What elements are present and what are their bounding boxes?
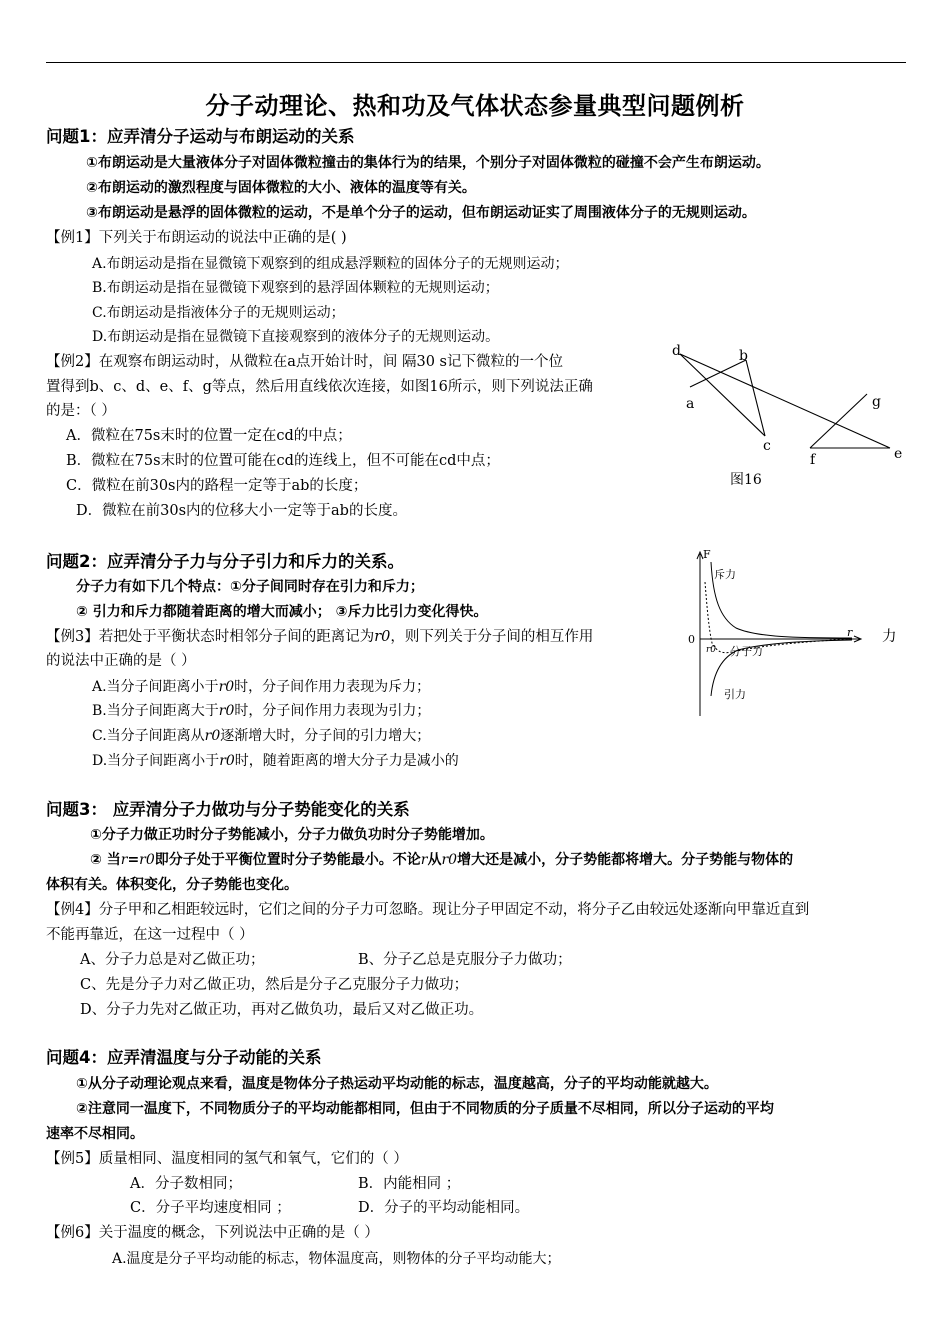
example-3-option-c (92, 726, 430, 746)
example-1-option-d: D.布朗运动是指在显微镜下直接观察到的液体分子的无规则运动。 (92, 329, 500, 345)
symbol-r: r (420, 852, 428, 868)
segment-fg (810, 394, 867, 448)
graph-label-r: r (847, 626, 853, 639)
example-6-stem: 【例6】关于温度的概念，下列说法中正确的是（ ） (46, 1225, 379, 1241)
example-4-option-d: D、分子力先对乙做正功，再对乙做负功，最后又对乙做正功。 (80, 1002, 484, 1018)
graph-label-origin: 0 (688, 633, 695, 646)
example-3-trailing-char: 力 (882, 629, 897, 645)
example-5-stem: 【例5】质量相同、温度相同的氢气和氧气，它们的（ ） (46, 1151, 408, 1167)
example-2-stem-line-2: 置得到b、c、d、e、f、g等点，然后用直线依次连接，如图16所示，则下列说法正确 (46, 379, 593, 395)
example-5-option-c: C．分子平均速度相同 ； (130, 1200, 291, 1216)
segment-de (680, 354, 890, 448)
segment-bc (746, 360, 765, 436)
symbol-r0: r0 (219, 753, 235, 769)
example-1-option-b: B.布朗运动是指在显微镜下观察到的悬浮固体颗粒的无规则运动； (92, 280, 499, 296)
segment-ab (690, 360, 746, 387)
point-label-a: a (686, 396, 695, 412)
graph-label-molecular-force: 分子力 (730, 645, 763, 658)
graph-label-attraction: 引力 (724, 688, 746, 701)
symbol-r0: r0 (218, 703, 235, 719)
example-2-option-d: D．微粒在前30s内的位移大小一定等于ab的长度。 (76, 503, 407, 519)
figure-16-caption: 图16 (730, 472, 762, 488)
q3-point-2-text: ② 当 (90, 852, 121, 868)
q1-heading: 问题1：应弄清分子运动与布朗运动的关系 (46, 127, 355, 146)
symbol-r0: r0 (374, 629, 391, 645)
q1-point-2: ②布朗运动的激烈程度与固体微粒的大小、液体的温度等有关。 (86, 180, 476, 196)
header-rule (46, 62, 906, 63)
q2-point-1: 分子力有如下几个特点：①分子间同时存在引力和斥力； (76, 579, 424, 595)
example-3-stem-text: 【例3】若把处于平衡状态时相邻分子间的距离记为 (46, 629, 375, 645)
point-label-g: g (872, 394, 881, 410)
q1-point-3: ③布朗运动是悬浮的固体微粒的运动，不是单个分子的运动，但布朗运动证实了周围液体分子的无规则运动。 (86, 205, 756, 221)
option-c-text: C.当分子间距离从 (92, 728, 205, 744)
equals-sign: = (127, 852, 140, 868)
example-1-stem: 【例1】下列关于布朗运动的说法中正确的是( ) (46, 230, 347, 246)
point-label-e: e (894, 446, 903, 462)
q1-point-1: ①布朗运动是大量液体分子对固体微粒撞击的集体行为的结果，个别分子对固体微粒的碰撞不会产生布朗运动。 (86, 155, 770, 171)
example-2-stem-line-1: 【例2】在观察布朗运动时，从微粒在a点开始计时，间 隔30 s记下微粒的一个位 (46, 354, 563, 370)
page-title: 分子动理论、热和功及气体状态参量典型问题例析 (205, 92, 745, 120)
q3-point-1: ①分子力做正功时分子势能减小，分子力做负功时分子势能增加。 (90, 827, 494, 843)
q4-point-2-line-2: 速率不尽相同。 (46, 1126, 144, 1142)
option-a-text-2: 时，分子间作用力表现为斥力； (234, 679, 431, 695)
example-4-option-b: B、分子乙总是克服分子力做功； (358, 952, 572, 968)
example-2-stem-line-3: 的是：（ ） (46, 403, 116, 419)
option-d-text: D.当分子间距离小于 (92, 753, 220, 769)
example-5-option-a: A．分子数相同； (130, 1176, 242, 1192)
graph-label-repulsion: 斥力 (714, 568, 736, 581)
symbol-r0: r0 (139, 852, 155, 868)
example-6-option-a: A.温度是分子平均动能的标志，物体温度高，则物体的分子平均动能大； (112, 1251, 561, 1267)
symbol-r: r (120, 852, 128, 868)
example-3-stem-line-2: 的说法中正确的是（ ） (46, 653, 196, 669)
example-2-option-c: C．微粒在前30s内的路程一定等于ab的长度； (66, 478, 368, 494)
option-b-text: B.当分子间距离大于 (92, 703, 219, 719)
example-3-option-a (92, 677, 430, 697)
option-b-text-2: 时，分子间作用力表现为引力； (234, 703, 431, 719)
option-d-text-2: 时，随着距离的增大分子力是减小的 (234, 753, 459, 769)
q3-point-2-text-2: 即分子处于平衡位置时分子势能最小。不论 (154, 852, 421, 868)
example-2-option-a: A．微粒在75s末时的位置一定在cd的中点； (66, 428, 352, 444)
example-4-option-a: A、分子力总是对乙做正功； (80, 952, 265, 968)
figure-16-brownian-path (668, 338, 912, 496)
example-2-option-b: B．微粒在75s末时的位置可能在cd的连线上，但不可能在cd中点； (66, 453, 500, 469)
example-5-option-b: B．内能相同 ； (358, 1176, 461, 1192)
point-label-c: c (763, 438, 771, 454)
option-c-text-2: 逐渐增大时，分子间的引力增大； (220, 728, 431, 744)
example-4-stem-line-1: 【例4】分子甲和乙相距较远时，它们之间的分子力可忽略。现让分子甲固定不动，将分子乙由较远处逐渐向甲靠近直到 (46, 902, 810, 918)
q2-point-2: ② 引力和斥力都随着距离的增大而减小； ③斥力比引力变化得快。 (76, 604, 488, 620)
example-3-stem-line-1 (46, 627, 593, 647)
example-1-option-c: C.布朗运动是指液体分子的无规则运动； (92, 305, 345, 321)
point-label-d: d (672, 343, 681, 359)
example-5-option-d: D．分子的平均动能相同。 (358, 1200, 530, 1216)
q4-heading: 问题4：应弄清温度与分子动能的关系 (46, 1048, 322, 1067)
figure-molecular-force-graph (684, 548, 866, 720)
point-label-b: b (739, 348, 748, 364)
q2-heading: 问题2：应弄清分子力与分子引力和斥力的关系。 (46, 552, 404, 571)
q3-point-2 (90, 850, 793, 870)
symbol-r0: r0 (441, 852, 458, 868)
q3-point-2-text-4: 增大还是减小，分子势能都将增大。分子势能与物体的 (457, 852, 794, 868)
segment-cd (680, 354, 765, 436)
q3-heading: 问题3： 应弄清分子力做功与分子势能变化的关系 (46, 800, 410, 819)
example-1-option-a: A.布朗运动是指在显微镜下观察到的组成悬浮颗粒的固体分子的无规则运动； (92, 256, 569, 272)
net-force-curve (705, 582, 852, 653)
example-3-option-b (92, 701, 430, 721)
example-4-option-c: C、先是分子力对乙做正功，然后是分子乙克服分子力做功； (80, 977, 469, 993)
q4-point-2-line-1: ②注意同一温度下，不同物质分子的平均动能都相同，但由于不同物质的分子质量不尽相同，所以分子运动的平均 (76, 1101, 774, 1117)
graph-label-f: F (703, 548, 711, 561)
q4-point-1: ①从分子动理论观点来看，温度是物体分子热运动平均动能的标志，温度越高，分子的平均动能就越大。 (76, 1076, 718, 1092)
symbol-r0: r0 (218, 679, 235, 695)
symbol-r0: r0 (204, 728, 221, 744)
q3-point-2-text-3: 从 (427, 852, 442, 868)
example-3-option-d (92, 751, 459, 771)
example-4-stem-line-2: 不能再靠近，在这一过程中（ ） (46, 927, 254, 943)
q3-point-2-line-2: 体积有关。体积变化，分子势能也变化。 (46, 877, 298, 893)
example-3-stem-text-2: ，则下列关于分子间的相互作用 (390, 629, 594, 645)
option-a-text: A.当分子间距离小于 (92, 679, 219, 695)
graph-label-r0: r0 (706, 645, 717, 655)
point-label-f: f (810, 452, 816, 468)
